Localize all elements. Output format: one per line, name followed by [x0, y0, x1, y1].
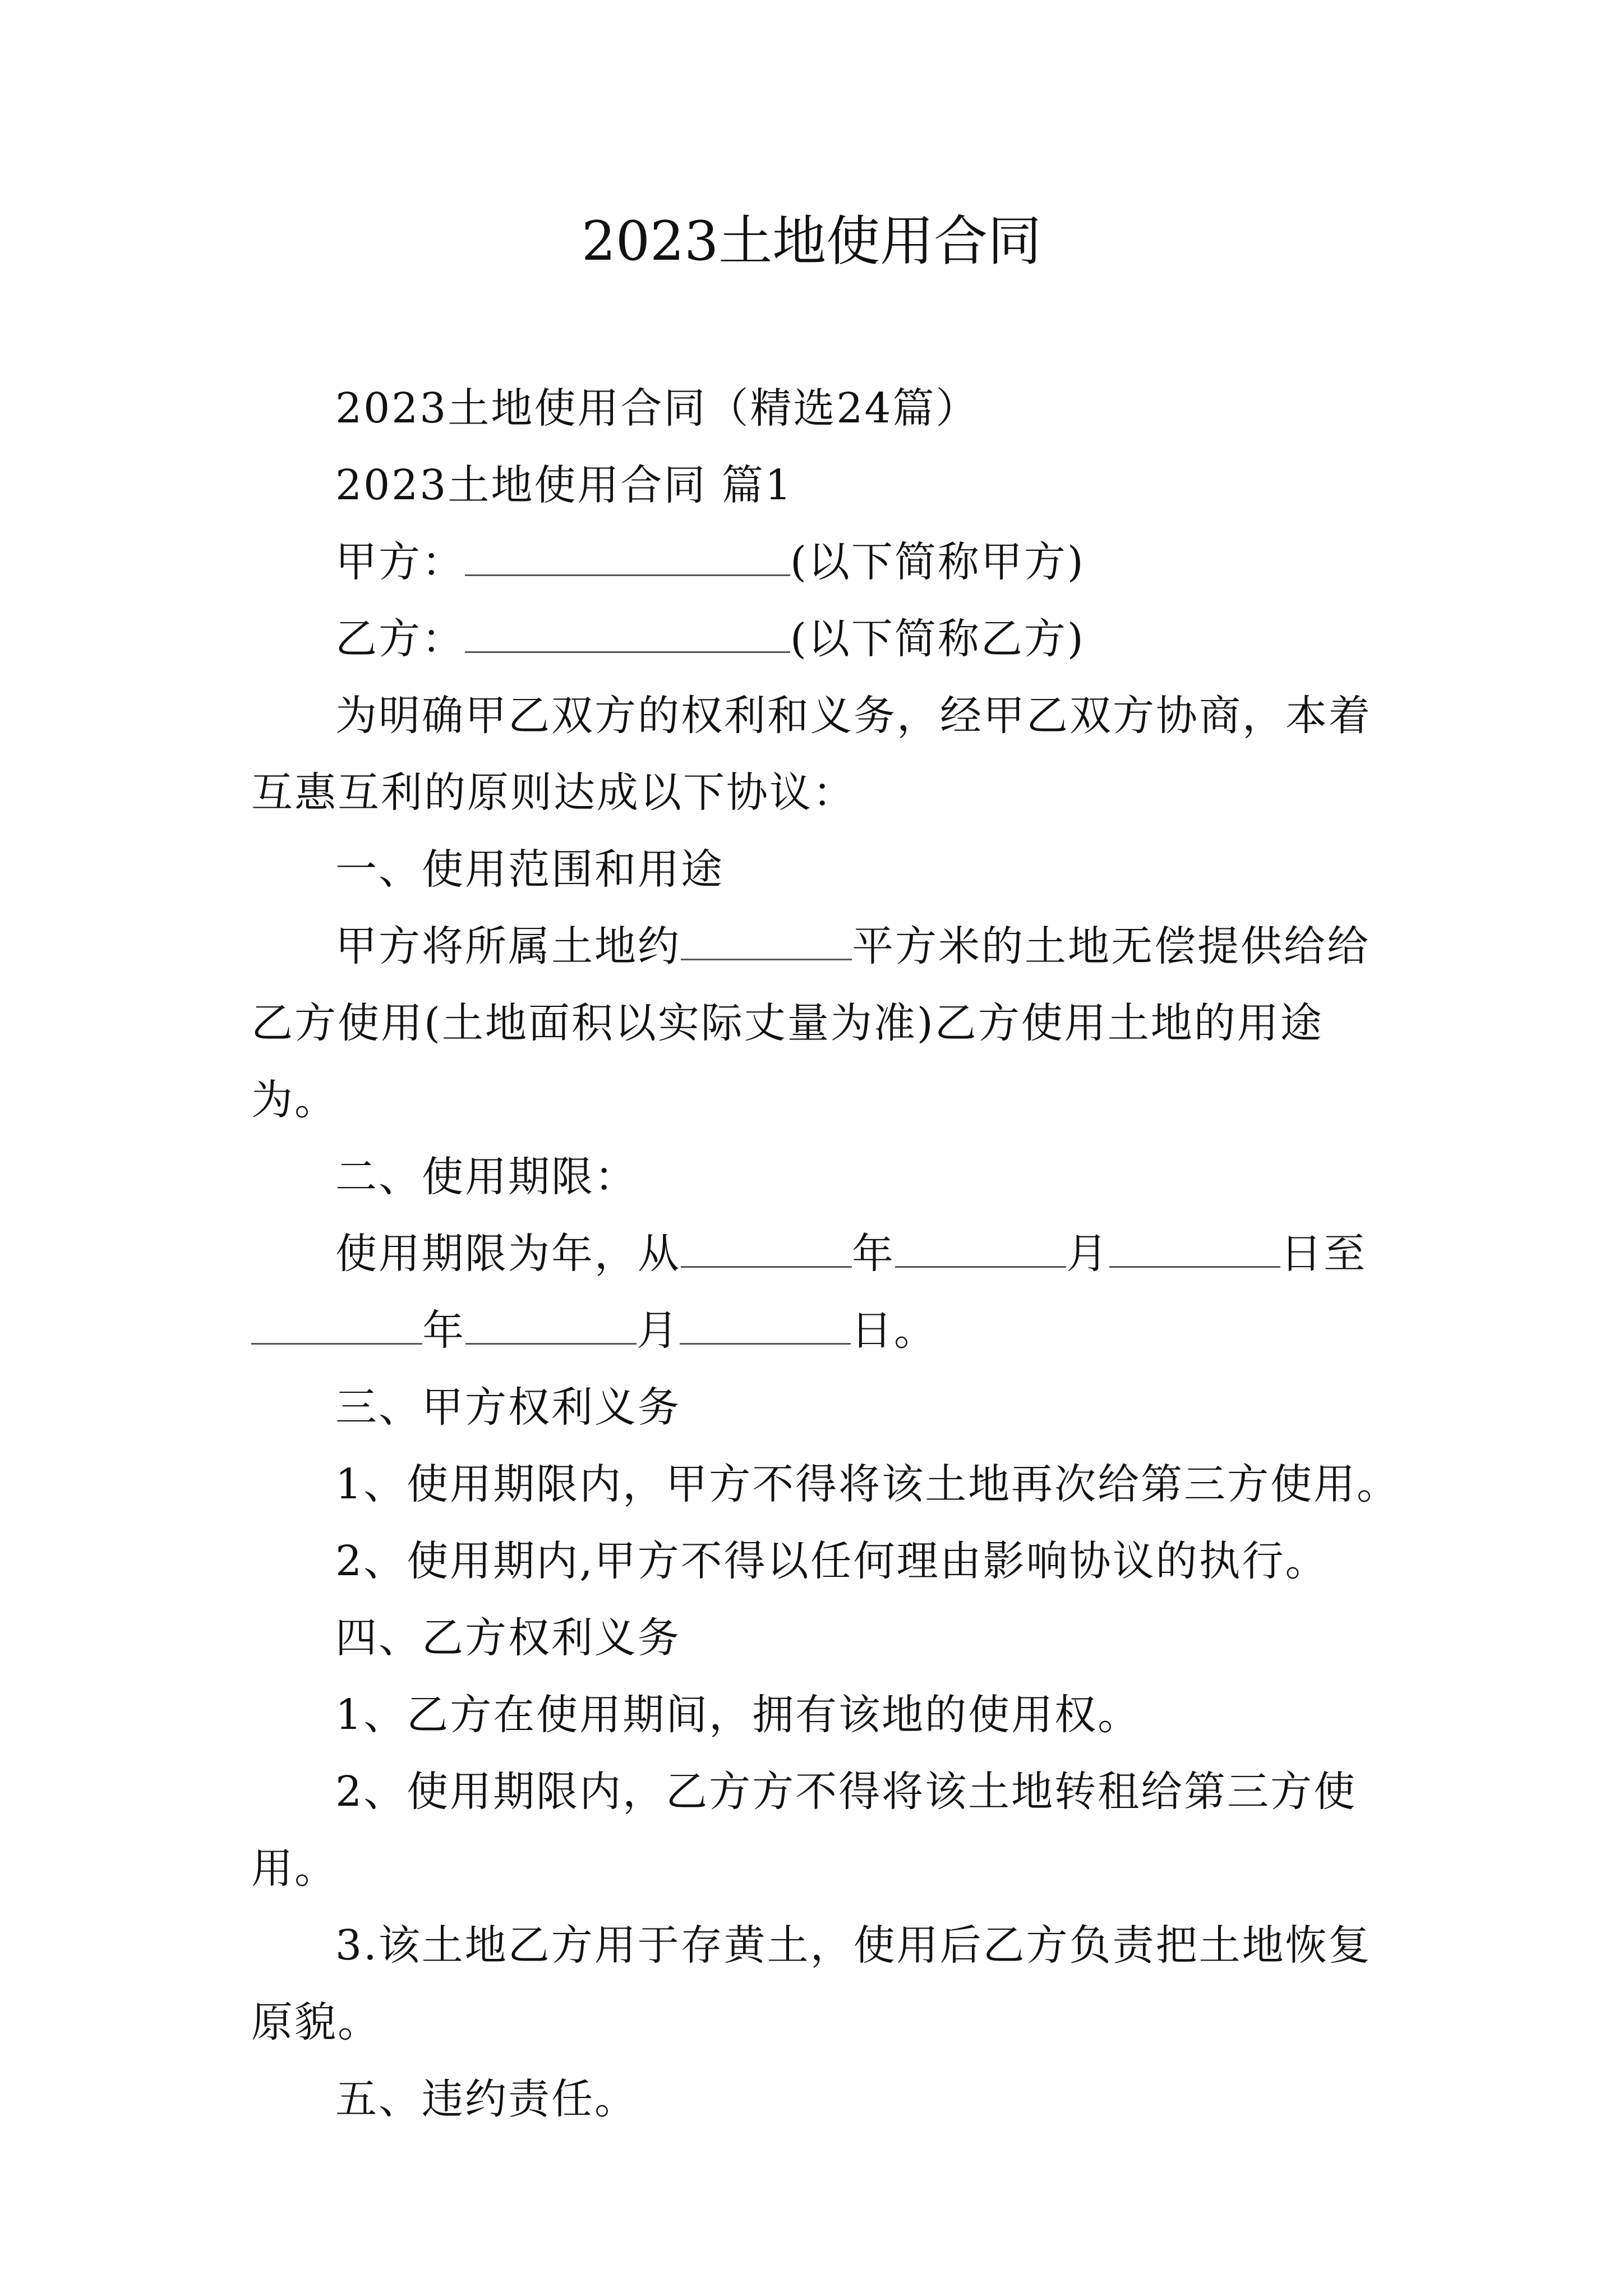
term-year-end: 年	[422, 1306, 465, 1355]
subtitle: 2023土地使用合同（精选24篇）	[335, 384, 979, 432]
scope-text-b: 平方米的土地无偿提供给给乙方使用(土地面积以实际丈量为准)乙方使用土地的用途为。	[251, 922, 1370, 1124]
scope-paragraph	[251, 908, 1395, 1139]
party-b-label: 乙方：	[335, 615, 465, 663]
end-month-blank	[465, 1308, 637, 1345]
party-b-clause-1: 1、乙方在使用期间，拥有该地的使用权。	[335, 1691, 1141, 1739]
party-a-clause-1: 1、使用期限内，甲方不得将该土地再次给第三方使用。	[335, 1460, 1400, 1508]
party-a-line	[251, 524, 1395, 601]
term-day-to: 日至	[1280, 1230, 1367, 1278]
document-title: 2023土地使用合同	[581, 210, 1042, 273]
term-year: 年	[852, 1230, 895, 1278]
end-year-blank	[251, 1308, 422, 1345]
party-b-suffix: (以下简称乙方)	[790, 615, 1085, 663]
end-day-blank	[680, 1308, 851, 1345]
intro-paragraph: 为明确甲乙双方的权利和义务，经甲乙双方协商，本着互惠互利的原则达成以下协议：	[251, 692, 1372, 817]
scope-text-a: 甲方将所属土地约	[335, 922, 681, 970]
section-title: 2023土地使用合同 篇1	[335, 461, 793, 509]
start-month-blank	[895, 1231, 1066, 1268]
start-year-blank	[681, 1231, 852, 1268]
term-paragraph	[251, 1216, 1395, 1369]
term-month: 月	[1066, 1230, 1109, 1278]
party-a-label: 甲方：	[335, 538, 465, 586]
start-day-blank	[1109, 1231, 1280, 1268]
document-body	[251, 370, 1400, 2138]
term-month-end: 月	[637, 1306, 680, 1355]
party-b-clause-2: 2、使用期限内，乙方方不得将该土地转租给第三方使用。	[251, 1768, 1357, 1893]
party-a-suffix: (以下简称甲方)	[790, 538, 1085, 586]
term-text-a: 使用期限为年，从	[335, 1230, 681, 1278]
heading-party-b-rights: 四、乙方权利义务	[335, 1614, 681, 1662]
term-day-end: 日。	[851, 1306, 937, 1355]
heading-liability: 五、违约责任。	[335, 2075, 638, 2123]
party-b-line	[251, 601, 1395, 678]
party-a-clause-2: 2、使用期内,甲方不得以任何理由影响协议的执行。	[335, 1537, 1329, 1585]
area-blank	[681, 924, 852, 960]
party-b-clause-3: 3.该土地乙方用于存黄土，使用后乙方负责把土地恢复原貌。	[251, 1921, 1372, 2046]
heading-term: 二、使用期限：	[335, 1153, 638, 1201]
heading-party-a-rights: 三、甲方权利义务	[335, 1383, 681, 1432]
party-a-blank	[465, 540, 790, 576]
heading-scope: 一、使用范围和用途	[335, 845, 724, 894]
party-b-blank	[465, 616, 790, 653]
